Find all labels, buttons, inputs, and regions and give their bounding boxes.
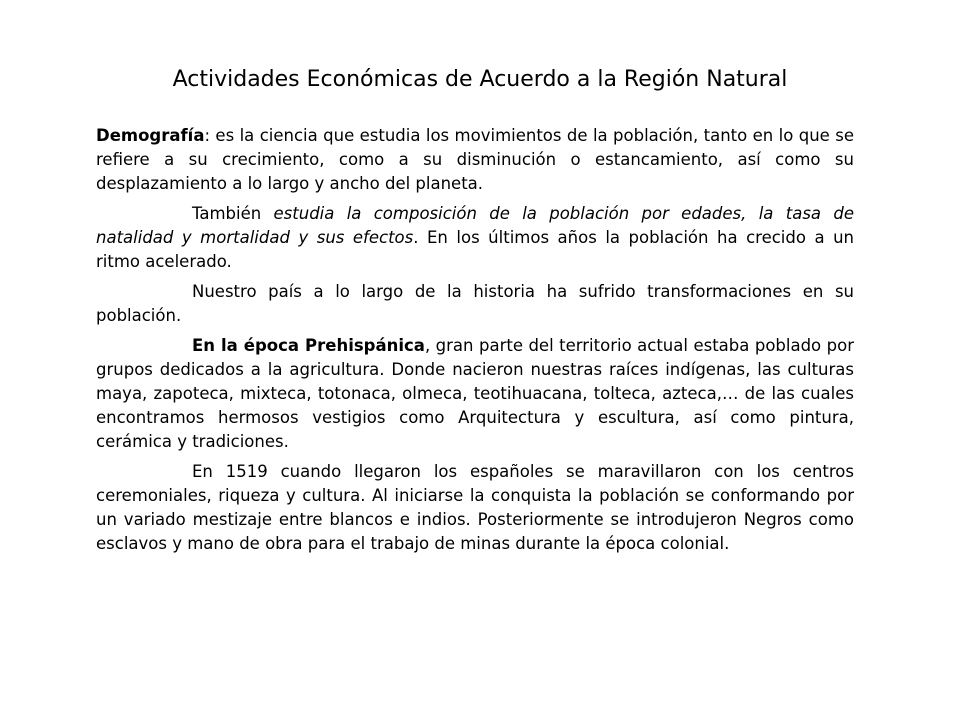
paragraph-composicion-italic: estudia la composición de la población por edades, la tasa de natalidad y mortalidad y sus efectos <box>96 204 854 247</box>
paragraph-demografia-text: : es la ciencia que estudia los movimientos de la población, tanto en lo que se refiere a su crecimiento, como a su disminución o estancamiento, así como su desplazamiento a lo largo y ancho del planeta. <box>96 126 854 193</box>
paragraph-prehispanica-text: , gran parte del territorio actual estaba poblado por grupos dedicados a la agricultura. Donde nacieron nuestras raíces indígenas, las culturas maya, zapoteca, mixteca, totonaca, olmeca, teotihuacana, tolteca, azteca,… de las cuales encontramos hermosos vestigios como Arquitectura y escultura, así como pintura, cerámica y tradiciones. <box>96 336 854 451</box>
paragraph-historia <box>96 280 854 328</box>
paragraph-composicion-rest: . En los últimos años la población ha crecido a un ritmo acelerado. <box>96 228 854 271</box>
paragraph-conquista <box>96 460 854 556</box>
slide-title: Actividades Económicas de Acuerdo a la Región Natural <box>172 67 788 92</box>
paragraph-composicion <box>96 202 854 274</box>
paragraph-composicion-lead: También <box>192 204 274 223</box>
term-demografia: Demografía <box>96 126 205 145</box>
paragraph-prehispanica <box>96 334 854 454</box>
slide-body <box>96 124 854 562</box>
paragraph-demografia <box>96 124 854 196</box>
paragraph-historia-text: Nuestro país a lo largo de la historia ha sufrido transformaciones en su población. <box>96 282 854 325</box>
paragraph-conquista-text: En 1519 cuando llegaron los españoles se maravillaron con los centros ceremoniales, riqueza y cultura. Al iniciarse la conquista la población se conformando por un variado mestizaje entre blancos e indios. Posteriormente se introdujeron Negros como esclavos y mano de obra para el trabajo de minas durante la época colonial. <box>96 462 854 553</box>
term-prehispanica: En la época Prehispánica <box>192 336 425 355</box>
